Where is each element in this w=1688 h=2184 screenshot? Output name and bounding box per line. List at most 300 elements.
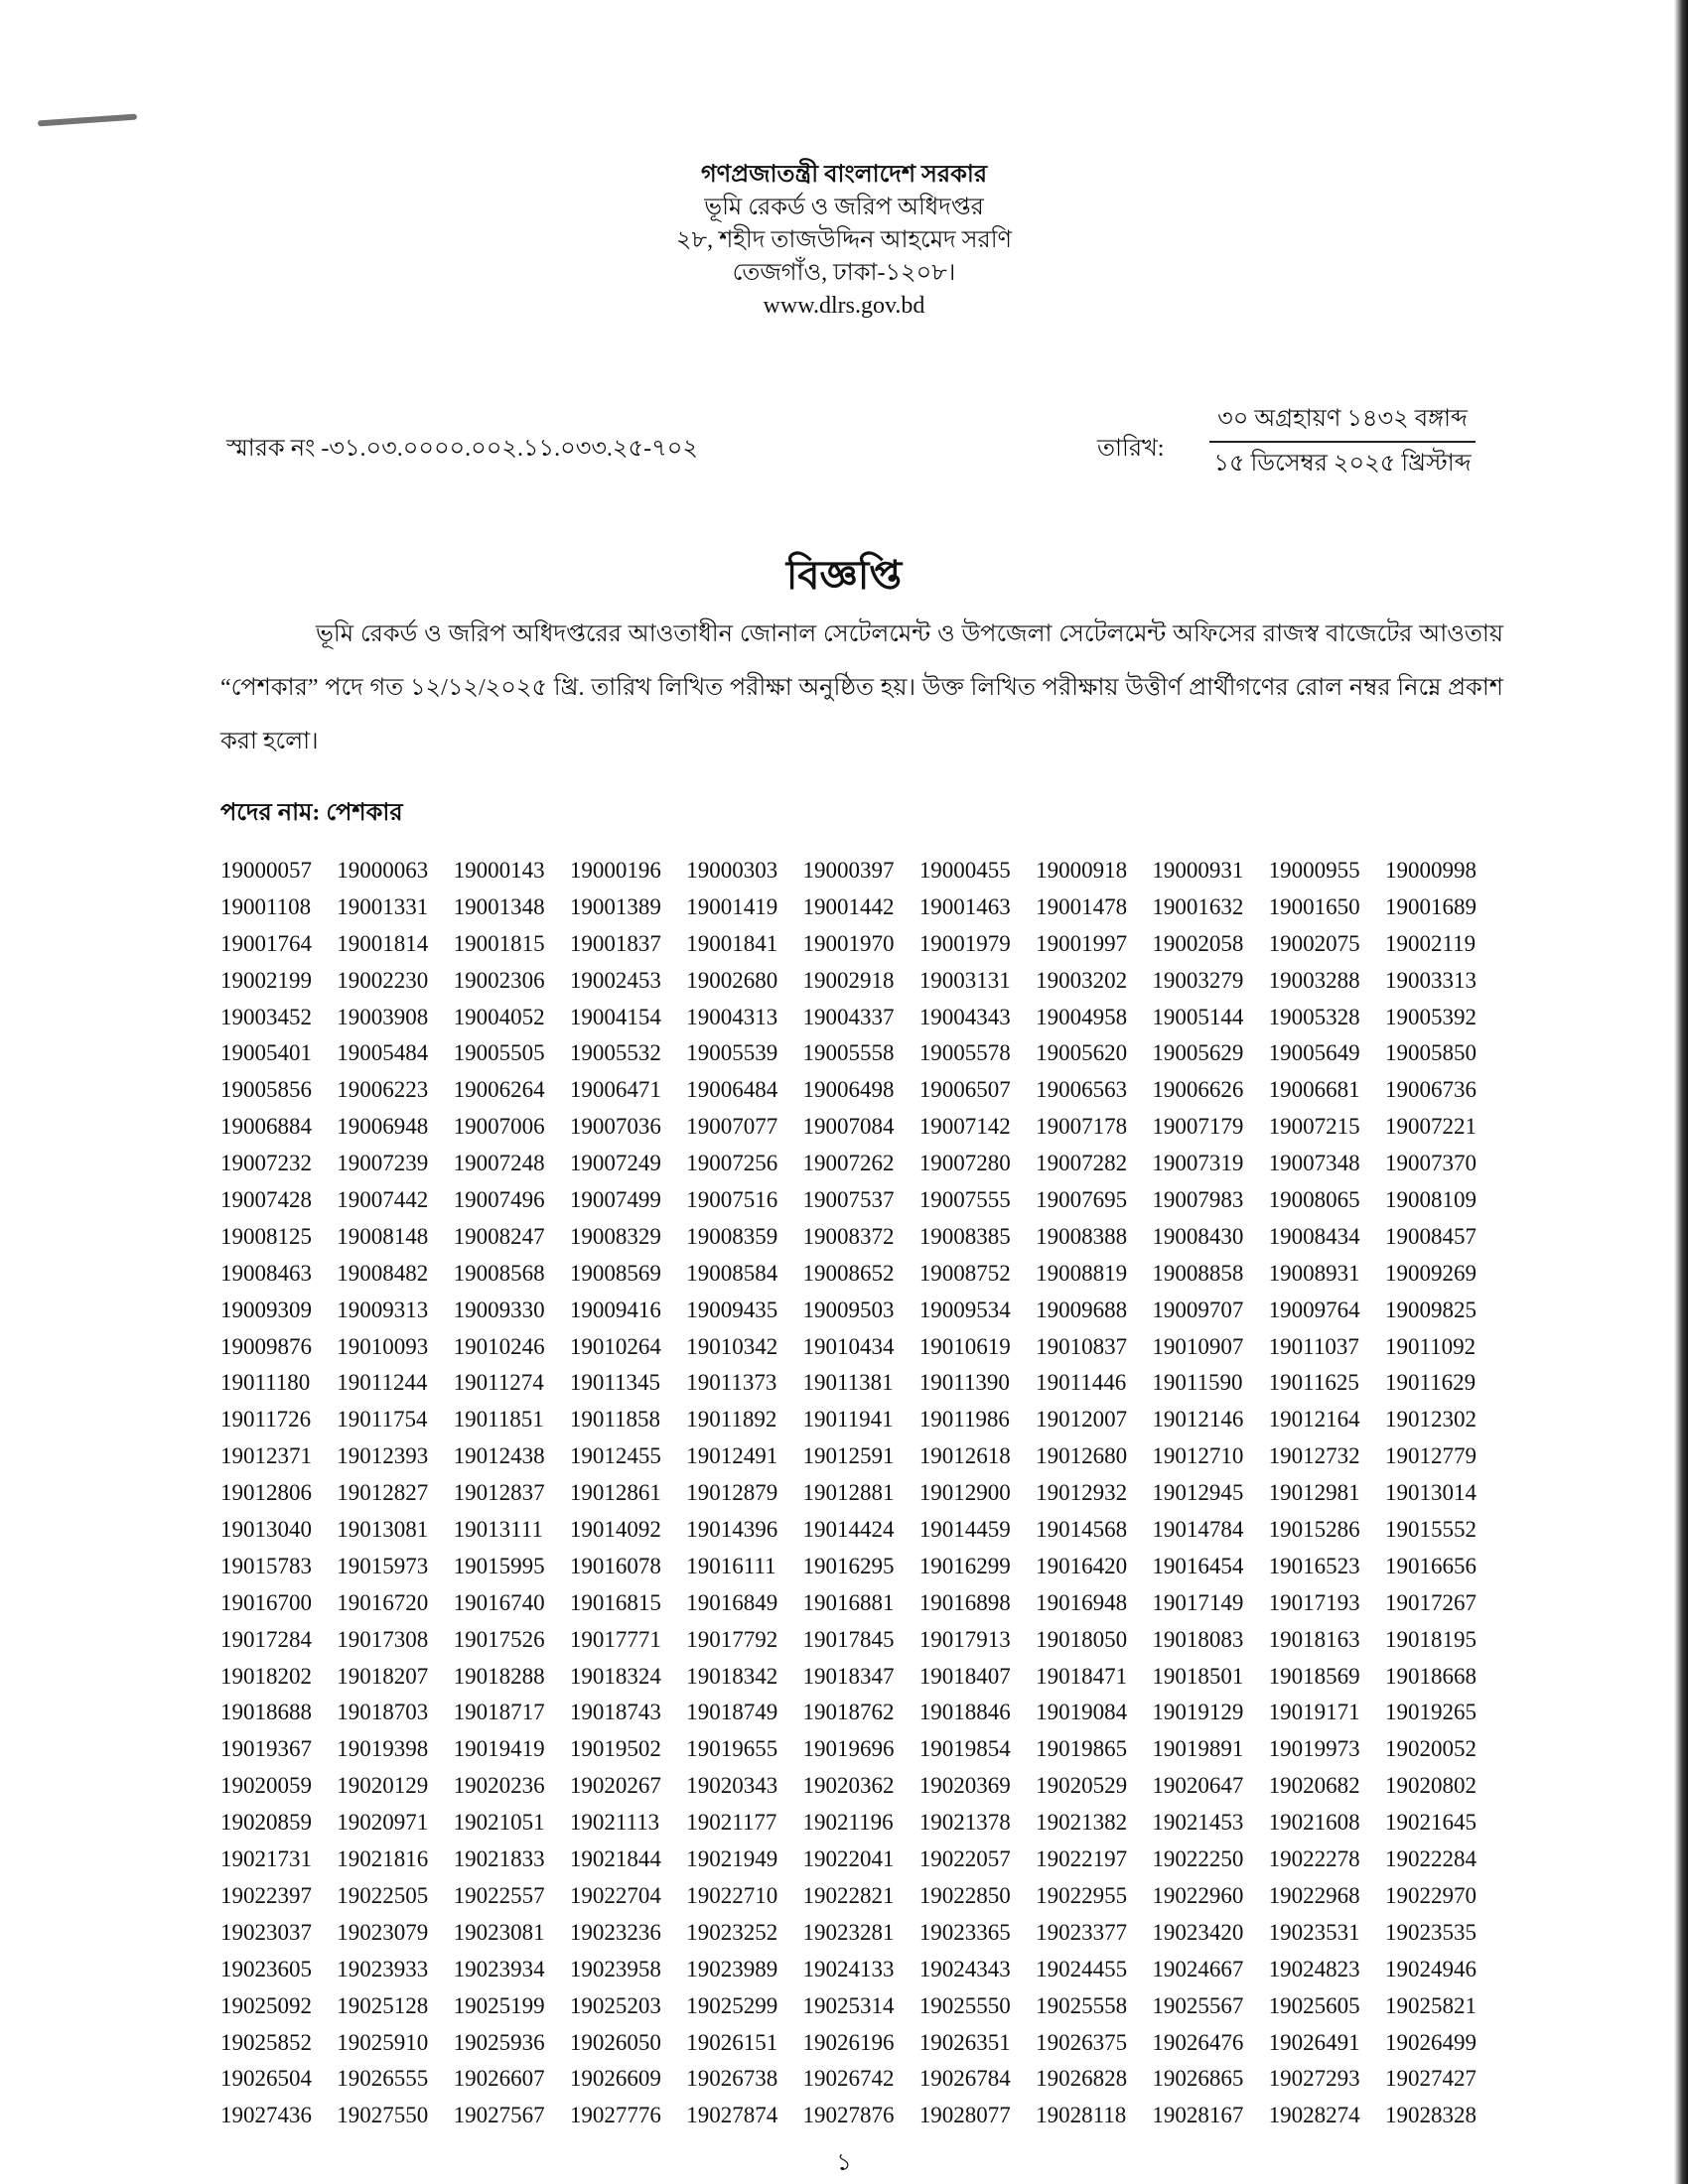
roll-number: 19022850 bbox=[918, 1882, 1011, 1908]
roll-number: 19012455 bbox=[569, 1443, 661, 1469]
roll-number: 19011381 bbox=[802, 1370, 894, 1396]
roll-number: 19001650 bbox=[1268, 893, 1360, 919]
roll-number: 19022710 bbox=[686, 1882, 778, 1908]
roll-number: 19007249 bbox=[569, 1151, 661, 1176]
roll-number: 19012981 bbox=[1268, 1480, 1360, 1506]
roll-number: 19020369 bbox=[918, 1773, 1011, 1799]
roll-number: 19027776 bbox=[569, 2103, 661, 2128]
roll-number: 19022197 bbox=[1036, 1846, 1128, 1872]
roll-number: 19013081 bbox=[337, 1517, 429, 1543]
roll-number: 19017308 bbox=[337, 1626, 429, 1652]
roll-number: 19015552 bbox=[1384, 1517, 1477, 1543]
roll-number: 19011629 bbox=[1384, 1370, 1477, 1396]
roll-number: 19027293 bbox=[1268, 2066, 1360, 2092]
roll-number: 19022955 bbox=[1036, 1882, 1128, 1908]
roll-number: 19010837 bbox=[1036, 1333, 1128, 1359]
roll-number: 19013111 bbox=[453, 1517, 543, 1543]
roll-number: 19018163 bbox=[1268, 1626, 1360, 1652]
roll-number: 19018668 bbox=[1384, 1663, 1477, 1689]
roll-number: 19009503 bbox=[802, 1297, 895, 1322]
roll-number: 19016948 bbox=[1036, 1589, 1128, 1615]
roll-number: 19009688 bbox=[1036, 1297, 1128, 1322]
roll-number: 19022968 bbox=[1268, 1882, 1360, 1908]
roll-number: 19013040 bbox=[220, 1517, 312, 1543]
roll-number: 19008652 bbox=[802, 1260, 895, 1286]
roll-number: 19014459 bbox=[918, 1517, 1011, 1543]
roll-number: 19002199 bbox=[220, 967, 312, 993]
roll-number: 19021833 bbox=[453, 1846, 545, 1872]
roll-number: 19012779 bbox=[1384, 1443, 1477, 1469]
roll-number: 19000303 bbox=[686, 858, 778, 883]
roll-number: 19018569 bbox=[1268, 1663, 1360, 1689]
roll-number: 19023535 bbox=[1384, 1919, 1477, 1945]
roll-number: 19025203 bbox=[569, 1992, 661, 2018]
roll-number: 19006681 bbox=[1268, 1077, 1360, 1103]
roll-number: 19020802 bbox=[1384, 1773, 1477, 1799]
roll-number: 19009764 bbox=[1268, 1297, 1360, 1322]
roll-number: 19016420 bbox=[1036, 1553, 1128, 1578]
roll-number: 19028328 bbox=[1384, 2103, 1477, 2128]
roll-number: 19022057 bbox=[918, 1846, 1011, 1872]
roll-number: 19007248 bbox=[453, 1151, 545, 1176]
roll-number: 19010264 bbox=[569, 1333, 661, 1359]
roll-number: 19001419 bbox=[686, 893, 778, 919]
roll-number: 19012146 bbox=[1152, 1407, 1244, 1433]
roll-number: 19025550 bbox=[918, 1992, 1011, 2018]
roll-number: 19000918 bbox=[1036, 858, 1128, 883]
roll-number: 19007499 bbox=[569, 1187, 661, 1213]
roll-number: 19025314 bbox=[802, 1992, 895, 2018]
roll-number: 19001348 bbox=[453, 893, 545, 919]
roll-number: 19019655 bbox=[686, 1736, 778, 1762]
roll-number: 19010907 bbox=[1152, 1333, 1244, 1359]
roll-number: 19004343 bbox=[918, 1004, 1011, 1029]
roll-number: 19022821 bbox=[802, 1882, 895, 1908]
roll-number: 19026742 bbox=[802, 2066, 895, 2092]
roll-number: 19012393 bbox=[337, 1443, 429, 1469]
roll-number: 19013014 bbox=[1384, 1480, 1477, 1506]
roll-number: 19009330 bbox=[453, 1297, 545, 1322]
roll-number: 19005850 bbox=[1384, 1040, 1477, 1066]
roll-number: 19018050 bbox=[1036, 1626, 1128, 1652]
roll-number: 19001331 bbox=[337, 893, 429, 919]
roll-number: 19019502 bbox=[569, 1736, 661, 1762]
roll-number: 19012932 bbox=[1036, 1480, 1128, 1506]
roll-number: 19006264 bbox=[453, 1077, 545, 1103]
roll-number: 19008430 bbox=[1152, 1223, 1244, 1249]
roll-number: 19007215 bbox=[1268, 1114, 1360, 1140]
roll-number: 19011180 bbox=[220, 1370, 311, 1396]
roll-number: 19021453 bbox=[1152, 1810, 1244, 1836]
roll-number: 19025567 bbox=[1152, 1992, 1244, 2018]
roll-number: 19001632 bbox=[1152, 893, 1244, 919]
roll-number: 19003452 bbox=[220, 1004, 312, 1029]
roll-number: 19023933 bbox=[337, 1956, 429, 1981]
roll-number: 19008931 bbox=[1268, 1260, 1360, 1286]
roll-number: 19016656 bbox=[1384, 1553, 1477, 1578]
roll-number: 19018501 bbox=[1152, 1663, 1244, 1689]
roll-number: 19026504 bbox=[220, 2066, 312, 2092]
roll-number: 19005532 bbox=[569, 1040, 661, 1066]
roll-number: 19026351 bbox=[918, 2029, 1011, 2055]
roll-number: 19002119 bbox=[1384, 930, 1477, 956]
roll-number: 19007348 bbox=[1268, 1151, 1360, 1176]
roll-number: 19020362 bbox=[802, 1773, 895, 1799]
roll-number: 19010619 bbox=[918, 1333, 1011, 1359]
roll-number: 19012618 bbox=[918, 1443, 1011, 1469]
roll-number: 19021177 bbox=[686, 1810, 777, 1836]
roll-number: 19015783 bbox=[220, 1553, 312, 1578]
date-english: ১৫ ডিসেম্বর ২০২৫ খ্রিস্টাব্দ bbox=[1213, 451, 1472, 477]
roll-number: 19001815 bbox=[453, 930, 545, 956]
roll-number: 19012710 bbox=[1152, 1443, 1244, 1469]
post-name: পদের নাম: পেশকার bbox=[220, 800, 403, 826]
roll-number: 19023365 bbox=[918, 1919, 1011, 1945]
roll-number: 19021196 bbox=[802, 1810, 894, 1836]
roll-number: 19025852 bbox=[220, 2029, 312, 2055]
roll-number: 19018749 bbox=[686, 1700, 778, 1725]
roll-number: 19007142 bbox=[918, 1114, 1011, 1140]
roll-number: 19022505 bbox=[337, 1882, 429, 1908]
roll-number: 19010093 bbox=[337, 1333, 429, 1359]
roll-number: 19026151 bbox=[686, 2029, 778, 2055]
date-label: তারিখ: bbox=[1097, 436, 1165, 462]
roll-number: 19007232 bbox=[220, 1151, 312, 1176]
roll-number: 19014784 bbox=[1152, 1517, 1244, 1543]
roll-number: 19000196 bbox=[569, 858, 661, 883]
roll-number: 19007555 bbox=[918, 1187, 1011, 1213]
roll-number: 19026499 bbox=[1384, 2029, 1477, 2055]
roll-number: 19003288 bbox=[1268, 967, 1360, 993]
roll-number: 19021645 bbox=[1384, 1810, 1477, 1836]
roll-number: 19016078 bbox=[569, 1553, 661, 1578]
roll-number: 19021382 bbox=[1036, 1810, 1128, 1836]
roll-number: 19005392 bbox=[1384, 1004, 1477, 1029]
roll-number: 19014568 bbox=[1036, 1517, 1128, 1543]
roll-number: 19017845 bbox=[802, 1626, 895, 1652]
roll-number: 19007221 bbox=[1384, 1114, 1477, 1140]
roll-number: 19011892 bbox=[686, 1407, 777, 1433]
roll-number: 19026050 bbox=[569, 2029, 661, 2055]
roll-number: 19008329 bbox=[569, 1223, 661, 1249]
roll-number: 19001841 bbox=[686, 930, 778, 956]
roll-number: 19002918 bbox=[802, 967, 895, 993]
roll-number: 19016881 bbox=[802, 1589, 895, 1615]
roll-number: 19022278 bbox=[1268, 1846, 1360, 1872]
roll-number: 19017267 bbox=[1384, 1589, 1477, 1615]
roll-number: 19020059 bbox=[220, 1773, 312, 1799]
roll-number: 19010434 bbox=[802, 1333, 895, 1359]
roll-number: 19017913 bbox=[918, 1626, 1011, 1652]
roll-number: 19022704 bbox=[569, 1882, 661, 1908]
roll-number: 19005401 bbox=[220, 1040, 312, 1066]
roll-number: 19009269 bbox=[1384, 1260, 1477, 1286]
roll-number: 19014396 bbox=[686, 1517, 778, 1543]
roll-number: 19019084 bbox=[1036, 1700, 1128, 1725]
roll-number: 19019891 bbox=[1152, 1736, 1244, 1762]
roll-number: 19000998 bbox=[1384, 858, 1477, 883]
roll-number: 19019171 bbox=[1268, 1700, 1360, 1725]
roll-number: 19007537 bbox=[802, 1187, 895, 1213]
roll-number: 19011858 bbox=[569, 1407, 661, 1433]
roll-number: 19003313 bbox=[1384, 967, 1477, 993]
roll-number: 19023420 bbox=[1152, 1919, 1244, 1945]
roll-number: 19011037 bbox=[1268, 1333, 1359, 1359]
roll-number: 19005578 bbox=[918, 1040, 1011, 1066]
roll-number: 19012732 bbox=[1268, 1443, 1360, 1469]
roll-number: 19006471 bbox=[569, 1077, 661, 1103]
roll-number: 19011345 bbox=[569, 1370, 661, 1396]
roll-number: 19011446 bbox=[1036, 1370, 1127, 1396]
roll-number: 19027567 bbox=[453, 2103, 545, 2128]
roll-number: 19011590 bbox=[1152, 1370, 1243, 1396]
roll-number: 19024946 bbox=[1384, 1956, 1477, 1981]
roll-number: 19020859 bbox=[220, 1810, 312, 1836]
roll-number: 19012900 bbox=[918, 1480, 1011, 1506]
roll-number: 19014424 bbox=[802, 1517, 895, 1543]
roll-number: 19012591 bbox=[802, 1443, 895, 1469]
roll-number: 19008584 bbox=[686, 1260, 778, 1286]
roll-number: 19025092 bbox=[220, 1992, 312, 2018]
roll-number: 19017193 bbox=[1268, 1589, 1360, 1615]
roll-number: 19020343 bbox=[686, 1773, 778, 1799]
roll-number: 19001814 bbox=[337, 930, 429, 956]
roll-number: 19002075 bbox=[1268, 930, 1360, 956]
roll-number: 19018342 bbox=[686, 1663, 778, 1689]
roll-number: 19001970 bbox=[802, 930, 895, 956]
roll-number: 19015995 bbox=[453, 1553, 545, 1578]
date-block bbox=[1209, 401, 1476, 484]
roll-number: 19019367 bbox=[220, 1736, 312, 1762]
roll-number: 19007282 bbox=[1036, 1151, 1128, 1176]
roll-number: 19016295 bbox=[802, 1553, 895, 1578]
roll-number: 19006507 bbox=[918, 1077, 1011, 1103]
roll-number: 19026609 bbox=[569, 2066, 661, 2092]
roll-number: 19018688 bbox=[220, 1700, 312, 1725]
roll-number: 19001979 bbox=[918, 930, 1011, 956]
roll-number: 19028274 bbox=[1268, 2103, 1360, 2128]
roll-number: 19002230 bbox=[337, 967, 429, 993]
roll-number: 19017771 bbox=[569, 1626, 661, 1652]
roll-number: 19005505 bbox=[453, 1040, 545, 1066]
roll-number: 19025128 bbox=[337, 1992, 429, 2018]
roll-number: 19007178 bbox=[1036, 1114, 1128, 1140]
roll-number: 19008247 bbox=[453, 1223, 545, 1249]
roll-number: 19028118 bbox=[1036, 2103, 1127, 2128]
roll-number: 19012945 bbox=[1152, 1480, 1244, 1506]
roll-number: 19018703 bbox=[337, 1700, 429, 1725]
roll-number: 19018347 bbox=[802, 1663, 895, 1689]
roll-number: 19006563 bbox=[1036, 1077, 1128, 1103]
roll-number: 19007077 bbox=[686, 1114, 778, 1140]
roll-number: 19020129 bbox=[337, 1773, 429, 1799]
roll-number: 19018743 bbox=[569, 1700, 661, 1725]
roll-number: 19005539 bbox=[686, 1040, 778, 1066]
roll-number: 19003131 bbox=[918, 967, 1011, 993]
roll-number: 19018471 bbox=[1036, 1663, 1128, 1689]
roll-number: 19025299 bbox=[686, 1992, 778, 2018]
roll-number: 19026491 bbox=[1268, 2029, 1360, 2055]
roll-number: 19022041 bbox=[802, 1846, 895, 1872]
roll-number: 19021113 bbox=[569, 1810, 660, 1836]
roll-number: 19021949 bbox=[686, 1846, 778, 1872]
roll-number: 19008065 bbox=[1268, 1187, 1360, 1213]
roll-number: 19020236 bbox=[453, 1773, 545, 1799]
roll-number: 19012879 bbox=[686, 1480, 778, 1506]
roll-number: 19006626 bbox=[1152, 1077, 1244, 1103]
roll-number: 19011851 bbox=[453, 1407, 544, 1433]
roll-number: 19006736 bbox=[1384, 1077, 1477, 1103]
roll-number: 19016898 bbox=[918, 1589, 1011, 1615]
roll-number: 19012881 bbox=[802, 1480, 895, 1506]
roll-number: 19009309 bbox=[220, 1297, 312, 1322]
roll-number: 19007256 bbox=[686, 1151, 778, 1176]
government-name: গণপ্রজাতন্ত্রী বাংলাদেশ সরকার bbox=[700, 162, 988, 188]
roll-number: 19002680 bbox=[686, 967, 778, 993]
roll-number: 19023236 bbox=[569, 1919, 661, 1945]
roll-number: 19008569 bbox=[569, 1260, 661, 1286]
roll-number: 19026375 bbox=[1036, 2029, 1128, 2055]
roll-number: 19007428 bbox=[220, 1187, 312, 1213]
roll-number: 19026828 bbox=[1036, 2066, 1128, 2092]
notice-body bbox=[220, 608, 1503, 768]
roll-number: 19025821 bbox=[1384, 1992, 1477, 2018]
roll-number: 19003202 bbox=[1036, 967, 1128, 993]
roll-number: 19004313 bbox=[686, 1004, 778, 1029]
roll-number: 19019696 bbox=[802, 1736, 895, 1762]
notice-body-text: ভূমি রেকর্ড ও জরিপ অধিদপ্তরের আওতাধীন জোনাল সেটেলমেন্ট ও উপজেলা সেটেলমেন্ট অফিসের রাজস্ব বাজেটের আওতায় “পেশকার” পদে গত ১২/১২/২০২৫ খ্রি. তারিখ লিখিত পরীক্ষা অনুষ্ঠিত হয়। উক্ত লিখিত পরীক্ষায় উত্তীর্ণ প্রার্থীগণের রোল নম্বর নিম্নে প্রকাশ করা হলো। bbox=[220, 621, 1503, 754]
roll-number: 19016815 bbox=[569, 1589, 661, 1615]
address-line-1: ২৮, শহীদ তাজউদ্দিন আহমেদ সরণি bbox=[675, 227, 1013, 253]
roll-number: 19000397 bbox=[802, 858, 895, 883]
roll-number: 19004337 bbox=[802, 1004, 895, 1029]
roll-number: 19009313 bbox=[337, 1297, 429, 1322]
roll-number: 19023934 bbox=[453, 1956, 545, 1981]
roll-number: 19023958 bbox=[569, 1956, 661, 1981]
roll-number: 19018717 bbox=[453, 1700, 545, 1725]
roll-number: 19000143 bbox=[453, 858, 545, 883]
roll-number: 19027550 bbox=[337, 2103, 429, 2128]
roll-number: 19021378 bbox=[918, 1810, 1011, 1836]
roll-number: 19027874 bbox=[686, 2103, 778, 2128]
roll-number: 19027436 bbox=[220, 2103, 312, 2128]
roll-number: 19023252 bbox=[686, 1919, 778, 1945]
roll-number: 19025910 bbox=[337, 2029, 429, 2055]
roll-number: 19006223 bbox=[337, 1077, 429, 1103]
roll-number: 19020647 bbox=[1152, 1773, 1244, 1799]
roll-number: 19025199 bbox=[453, 1992, 545, 2018]
roll-number: 19027876 bbox=[802, 2103, 895, 2128]
roll-number: 19020052 bbox=[1384, 1736, 1477, 1762]
roll-number: 19022960 bbox=[1152, 1882, 1244, 1908]
roll-number: 19021051 bbox=[453, 1810, 545, 1836]
roll-number: 19014092 bbox=[569, 1517, 661, 1543]
roll-number: 19016454 bbox=[1152, 1553, 1244, 1578]
roll-number: 19018202 bbox=[220, 1663, 312, 1689]
roll-number: 19008463 bbox=[220, 1260, 312, 1286]
roll-number: 19005144 bbox=[1152, 1004, 1244, 1029]
roll-number: 19008125 bbox=[220, 1223, 312, 1249]
department-name: ভূমি রেকর্ড ও জরিপ অধিদপ্তর bbox=[704, 195, 984, 220]
roll-number: 19000063 bbox=[337, 858, 429, 883]
roll-number: 19012861 bbox=[569, 1480, 661, 1506]
roll-number: 19008372 bbox=[802, 1223, 895, 1249]
roll-number: 19012827 bbox=[337, 1480, 429, 1506]
roll-number: 19020529 bbox=[1036, 1773, 1128, 1799]
roll-number: 19019973 bbox=[1268, 1736, 1360, 1762]
roll-number: 19011274 bbox=[453, 1370, 544, 1396]
roll-number: 19008457 bbox=[1384, 1223, 1477, 1249]
roll-number: 19009825 bbox=[1384, 1297, 1477, 1322]
roll-number: 19025558 bbox=[1036, 1992, 1128, 2018]
roll-number: 19002453 bbox=[569, 967, 661, 993]
roll-number: 19016111 bbox=[686, 1553, 776, 1578]
roll-number: 19021816 bbox=[337, 1846, 429, 1872]
roll-number: 19026738 bbox=[686, 2066, 778, 2092]
roll-number: 19022557 bbox=[453, 1882, 545, 1908]
roll-number: 19009435 bbox=[686, 1297, 778, 1322]
roll-number: 19006948 bbox=[337, 1114, 429, 1140]
roll-number: 19012302 bbox=[1384, 1407, 1477, 1433]
roll-number: 19023079 bbox=[337, 1919, 429, 1945]
roll-number: 19006884 bbox=[220, 1114, 312, 1140]
roll-number: 19017792 bbox=[686, 1626, 778, 1652]
roll-number: 19000057 bbox=[220, 858, 312, 883]
roll-number: 19011754 bbox=[337, 1407, 428, 1433]
roll-number: 19022250 bbox=[1152, 1846, 1244, 1872]
roll-number: 19007319 bbox=[1152, 1151, 1244, 1176]
roll-number: 19025605 bbox=[1268, 1992, 1360, 2018]
scan-edge-shadow bbox=[1674, 0, 1688, 2184]
roll-number: 19008858 bbox=[1152, 1260, 1244, 1286]
roll-number: 19006498 bbox=[802, 1077, 895, 1103]
roll-number: 19019419 bbox=[453, 1736, 545, 1762]
roll-number: 19012438 bbox=[453, 1443, 545, 1469]
roll-number: 19001764 bbox=[220, 930, 312, 956]
roll-number: 19011941 bbox=[802, 1407, 894, 1433]
stray-pen-mark bbox=[38, 114, 137, 127]
roll-number: 19019265 bbox=[1384, 1700, 1477, 1725]
roll-number: 19010246 bbox=[453, 1333, 545, 1359]
roll-number: 19007496 bbox=[453, 1187, 545, 1213]
roll-number: 19010342 bbox=[686, 1333, 778, 1359]
roll-number: 19022284 bbox=[1384, 1846, 1477, 1872]
roll-number: 19024455 bbox=[1036, 1956, 1128, 1981]
roll-number: 19008359 bbox=[686, 1223, 778, 1249]
roll-number: 19018207 bbox=[337, 1663, 429, 1689]
roll-number: 19007036 bbox=[569, 1114, 661, 1140]
roll-number: 19001478 bbox=[1036, 893, 1128, 919]
roll-number: 19007006 bbox=[453, 1114, 545, 1140]
roll-number: 19012837 bbox=[453, 1480, 545, 1506]
letterhead bbox=[0, 159, 1688, 323]
roll-number: 19027427 bbox=[1384, 2066, 1477, 2092]
roll-number: 19005328 bbox=[1268, 1004, 1360, 1029]
roll-number: 19008434 bbox=[1268, 1223, 1360, 1249]
roll-number: 19009534 bbox=[918, 1297, 1011, 1322]
roll-number: 19023037 bbox=[220, 1919, 312, 1945]
roll-number: 19019129 bbox=[1152, 1700, 1244, 1725]
roll-number: 19026865 bbox=[1152, 2066, 1244, 2092]
roll-number: 19007695 bbox=[1036, 1187, 1128, 1213]
roll-number: 19024823 bbox=[1268, 1956, 1360, 1981]
roll-number: 19024343 bbox=[918, 1956, 1011, 1981]
roll-number: 19009416 bbox=[569, 1297, 661, 1322]
roll-number: 19011244 bbox=[337, 1370, 428, 1396]
roll-number: 19012806 bbox=[220, 1480, 312, 1506]
roll-number: 19018083 bbox=[1152, 1626, 1244, 1652]
roll-number: 19026476 bbox=[1152, 2029, 1244, 2055]
